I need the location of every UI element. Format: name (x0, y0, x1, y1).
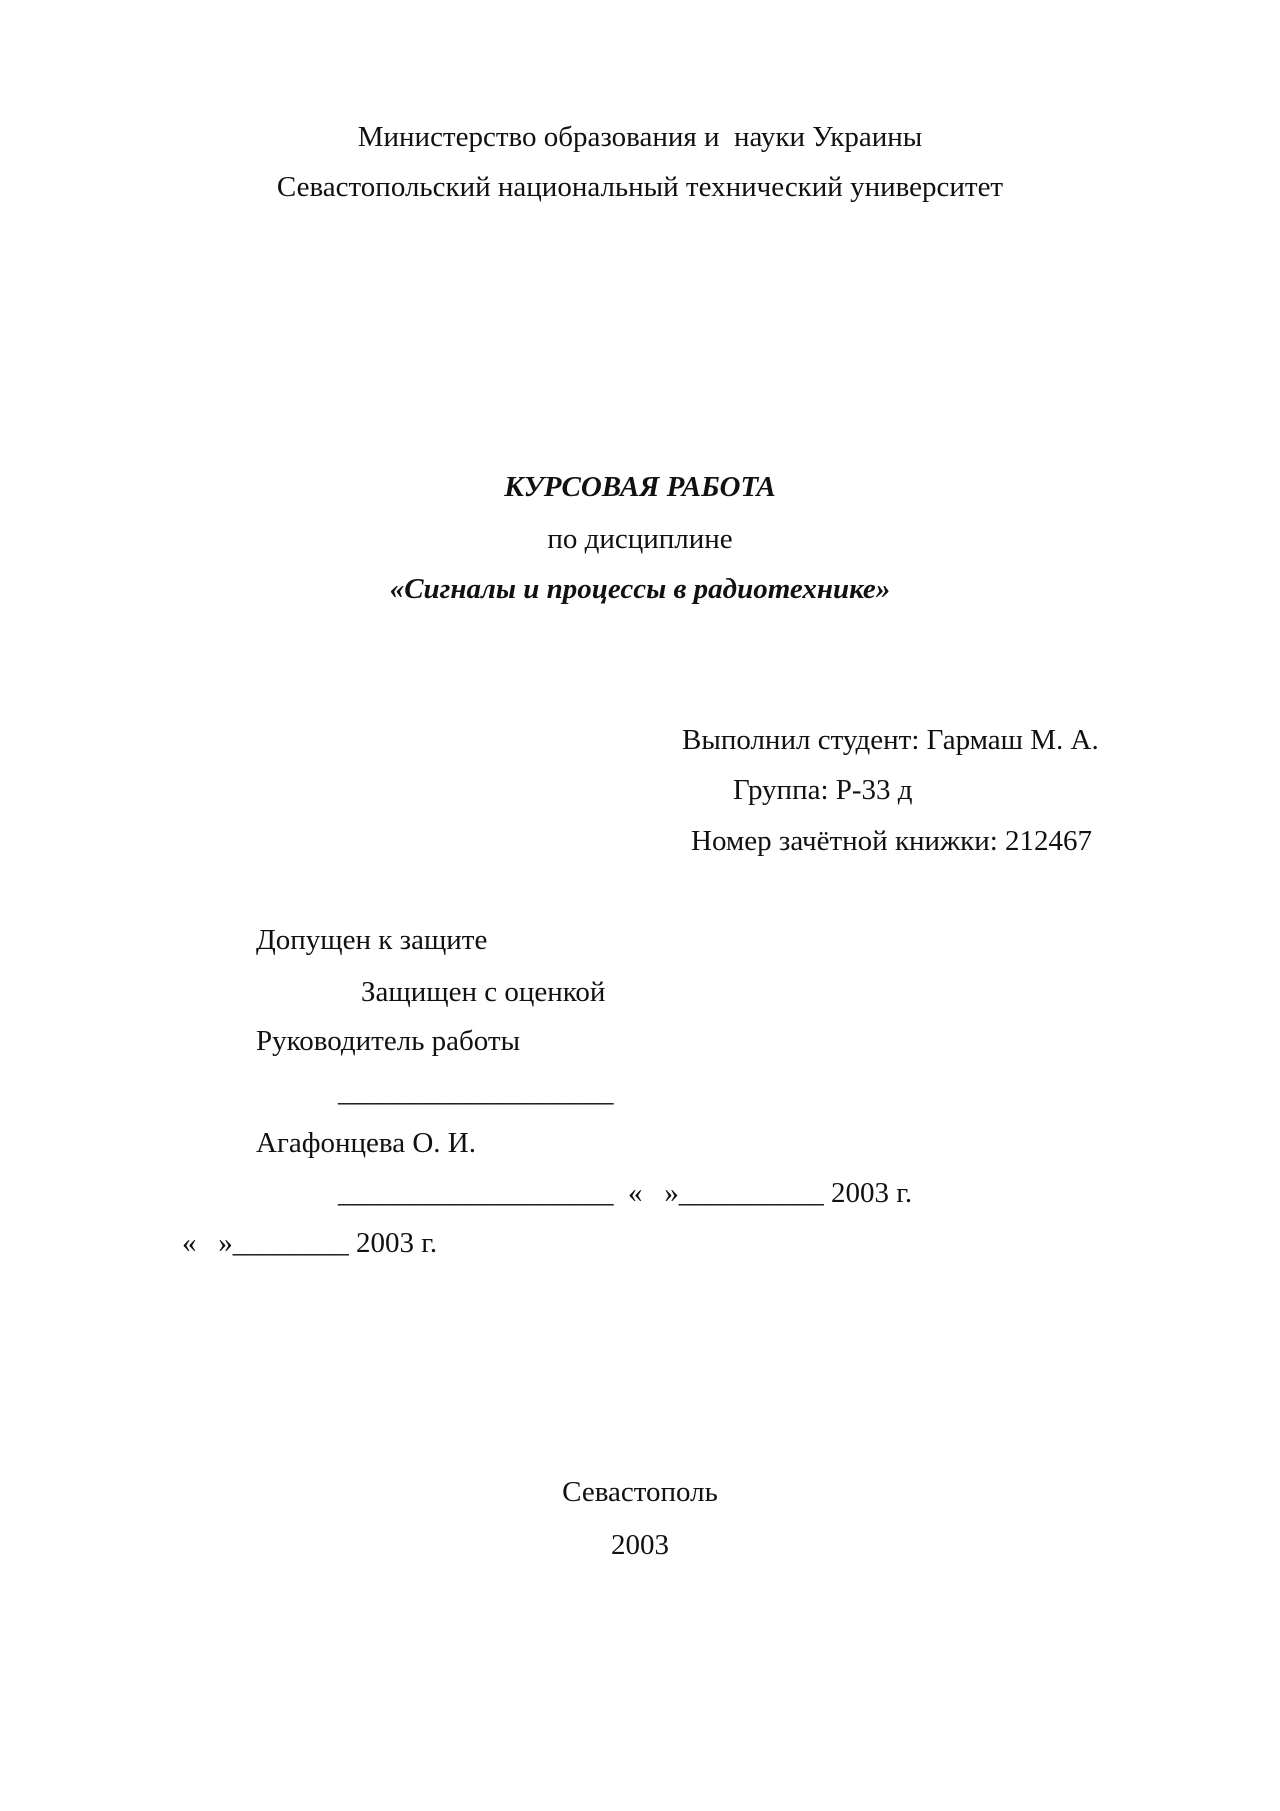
record-book-line: Номер зачётной книжки: 212467 (691, 825, 1093, 857)
grade-and-date-line: ___________________ « »__________ 2003 г. (338, 1177, 913, 1209)
ministry-line: Министерство образования и науки Украины (357, 121, 923, 153)
work-type-title: КУРСОВАЯ РАБОТА (504, 471, 776, 503)
signature-line: ___________________ (338, 1076, 614, 1108)
admitted-to-defense-line: Допущен к защите (256, 924, 488, 956)
university-line: Севастопольский национальный технический университет (276, 171, 1004, 203)
group-line: Группа: Р-33 д (733, 774, 913, 806)
year-line: 2003 (611, 1529, 669, 1561)
admission-date-line: « »________ 2003 г. (182, 1227, 438, 1259)
supervisor-name-line: Агафонцева О. И. (256, 1127, 476, 1159)
supervisor-label-line: Руководитель работы (256, 1025, 521, 1057)
defended-with-grade-line: Защищен с оценкой (361, 976, 606, 1008)
discipline-prefix: по дисциплине (547, 523, 733, 555)
performed-by-line: Выполнил студент: Гармаш М. А. (682, 724, 1099, 756)
city-line: Севастополь (562, 1476, 718, 1508)
discipline-name: «Сигналы и процессы в радиотехнике» (389, 573, 891, 605)
